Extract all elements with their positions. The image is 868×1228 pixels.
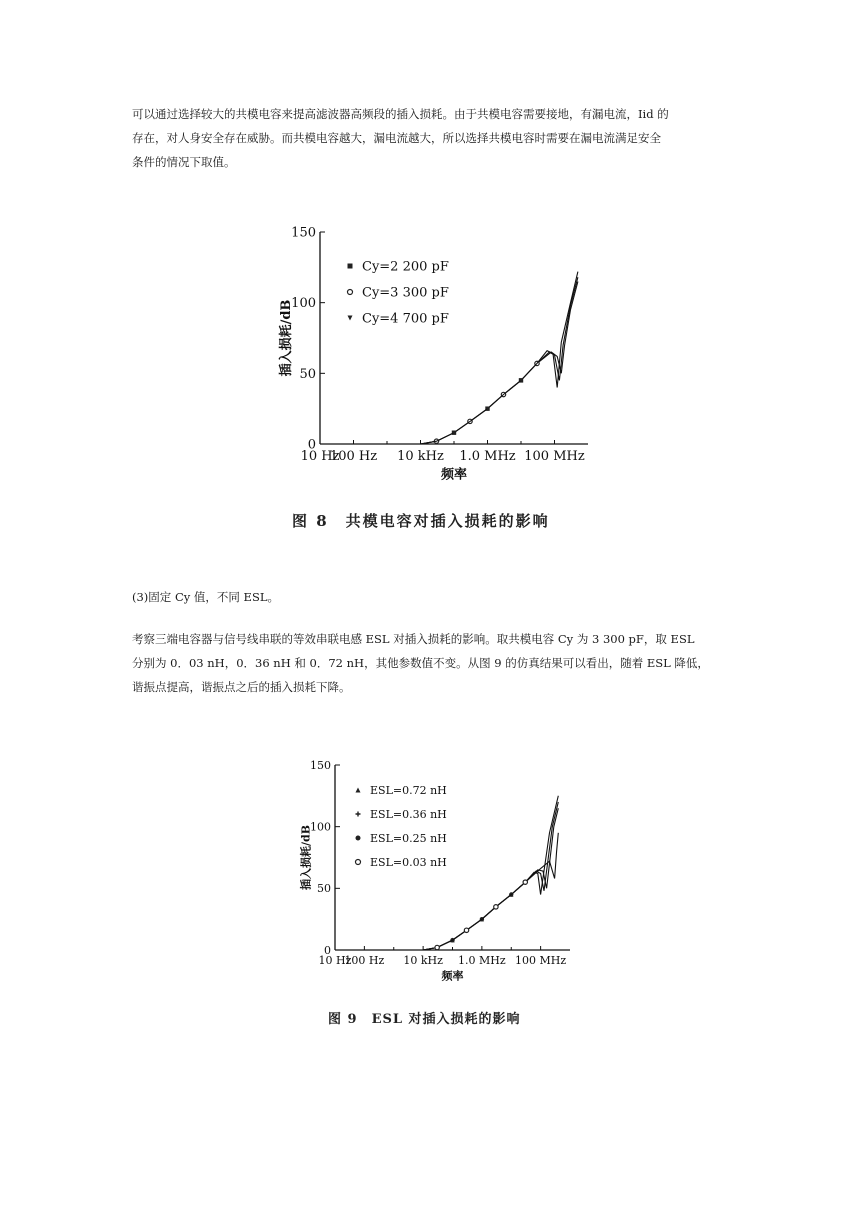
chart-svg [270,212,610,502]
x-axis-label: 频率 [441,969,464,983]
figure-8-caption: 图 8 共模电容对插入损耗的影响 [292,512,550,530]
paragraph-common-mode-capacitor [132,102,742,174]
data-point [464,928,468,932]
legend-label: ESL=0.25 nH [370,831,447,845]
x-tick-label: 1.0 MHz [458,954,506,967]
x-tick-label: 100 MHz [524,449,585,464]
legend-marker [348,316,353,321]
text-line: 分别为 0．03 nH，0．36 nH 和 0．72 nH，其他参数值不变。从图 9 的仿真结果可以看出，随着 ESL 降低， [132,656,709,670]
text-line: 谐振点提高，谐振点之后的插入损耗下降。 [132,680,351,694]
text-line: 可以通过选择较大的共模电容来提高滤波器高频段的插入损耗。由于共模电容需要接地，有漏电流，Iid 的 [132,107,669,121]
legend-label: Cy=2 200 pF [362,259,449,275]
x-tick-label: 10 kHz [397,449,444,464]
legend-label: ESL=0.72 nH [370,783,447,797]
y-tick-label: 100 [310,820,331,834]
x-tick-label: 10 Hz [318,954,352,967]
text-line: 考察三端电容器与信号线串联的等效串联电感 ESL 对插入损耗的影响。取共模电容 Cy 为 3 300 pF，取 ESL [132,632,695,646]
legend-label: Cy=4 700 pF [362,311,449,327]
y-tick-label: 150 [310,758,331,772]
figure-9-chart [280,750,580,990]
x-tick-label: 10 kHz [403,954,443,967]
chart-svg [280,750,580,990]
text-line: (3)固定 Cy 值，不同 ESL。 [132,590,279,604]
text-line: 条件的情况下取值。 [132,155,236,169]
legend-label: ESL=0.03 nH [370,855,447,869]
legend-marker [348,290,353,295]
legend-marker [348,264,353,269]
x-tick-label: 100 Hz [329,449,378,464]
legend-label: Cy=3 300 pF [362,285,449,301]
figure-8-chart [270,212,610,502]
legend-label: ESL=0.36 nH [370,807,447,821]
legend-marker [356,836,361,841]
data-point [494,905,498,909]
y-tick-label: 0 [324,943,331,957]
figure-9-caption: 图 9 ESL 对插入损耗的影响 [328,1012,521,1027]
x-tick-label: 10 Hz [300,449,340,464]
y-axis-label: 插入损耗/dB [299,824,313,891]
y-tick-label: 50 [299,366,316,382]
y-tick-label: 0 [307,437,316,453]
x-tick-label: 100 MHz [515,954,567,967]
text-line: 存在，对人身安全存在威胁。而共模电容越大，漏电流越大，所以选择共模电容时需要在漏电流满足安全 [132,131,661,145]
x-tick-label: 100 Hz [344,954,385,967]
legend-marker [356,788,361,793]
x-tick-label: 1.0 MHz [459,449,516,464]
section-heading-fixed-cy [132,585,742,609]
data-point [435,945,439,949]
x-axis-label: 频率 [440,467,468,483]
data-point [523,880,527,884]
y-tick-label: 100 [291,296,316,312]
y-tick-label: 150 [291,225,316,241]
series-line [423,833,558,950]
y-axis-label: 插入损耗/dB [279,299,295,377]
paragraph-esl-effect [132,627,742,699]
legend-marker [356,860,361,865]
legend-marker [356,812,361,817]
y-tick-label: 50 [317,882,331,896]
